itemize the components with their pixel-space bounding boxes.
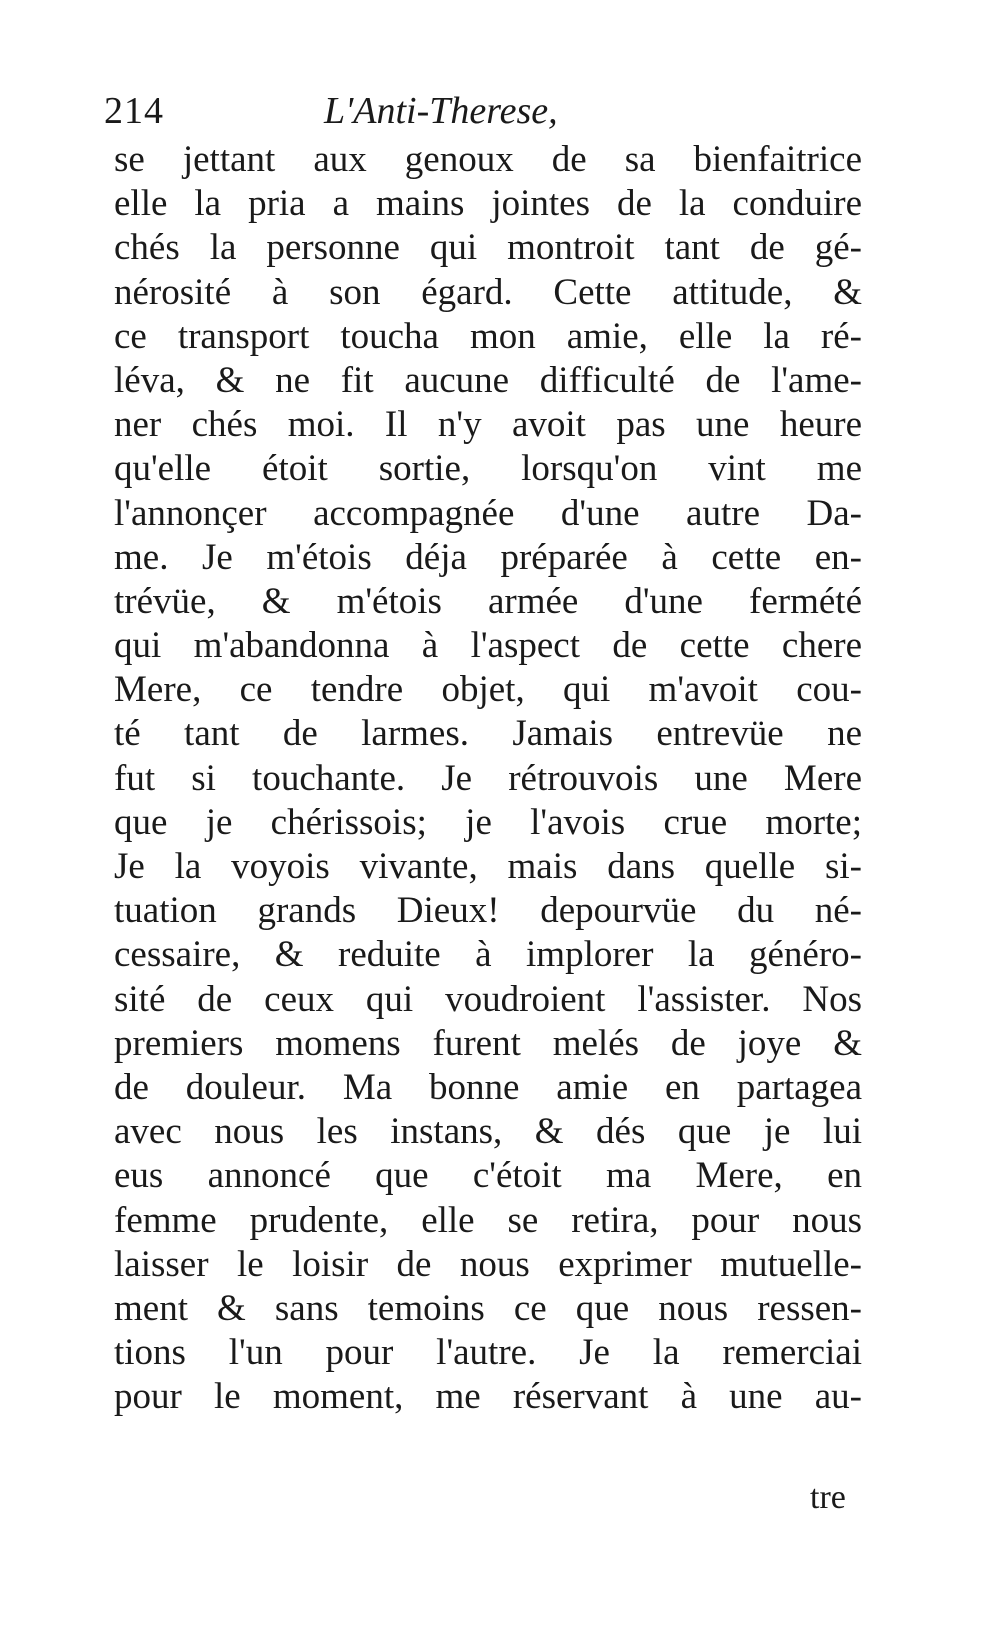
text-line: premiers momens furent melés de joye & xyxy=(114,1022,862,1064)
text-line: avec nous les instans, & dés que je lui xyxy=(114,1111,862,1153)
text-line: Mere, ce tendre objet, qui m'avoit cou- xyxy=(114,669,862,711)
text-line: nérosité à son égard. Cette attitude, & xyxy=(114,271,862,313)
text-line: que je chérissois; je l'avois crue morte; xyxy=(114,801,862,843)
text-line: eus annoncé que c'étoit ma Mere, en xyxy=(114,1155,862,1197)
text-line: tuation grands Dieux! depourvüe du né- xyxy=(114,890,862,932)
page-number: 214 xyxy=(104,90,164,132)
catchword: tre xyxy=(810,1479,846,1516)
text-line: ce transport toucha mon amie, elle la ré- xyxy=(114,315,862,357)
text-line: trévüe, & m'étois armée d'une fermété xyxy=(114,580,862,622)
text-line: femme prudente, elle se retira, pour nous xyxy=(114,1199,862,1241)
running-title: L'Anti-Therese, xyxy=(324,90,558,132)
text-line: té tant de larmes. Jamais entrevüe ne xyxy=(114,713,862,755)
text-line: laisser le loisir de nous exprimer mutuelle- xyxy=(114,1243,862,1285)
text-line: qui m'abandonna à l'aspect de cette chere xyxy=(114,625,862,667)
running-head xyxy=(104,86,864,136)
text-line: de douleur. Ma bonne amie en partagea xyxy=(114,1066,862,1108)
text-line: chés la personne qui montroit tant de gé- xyxy=(114,227,862,269)
text-line: se jettant aux genoux de sa bienfaitrice xyxy=(114,139,862,180)
text-line: elle la pria a mains jointes de la conduire xyxy=(114,183,862,225)
text-line: cessaire, & reduite à implorer la généro- xyxy=(114,934,862,976)
text-line: tions l'un pour l'autre. Je la remerciai xyxy=(114,1332,862,1374)
body-text xyxy=(114,138,862,1419)
text-line: Je la voyois vivante, mais dans quelle si- xyxy=(114,846,862,887)
text-line: ment & sans temoins ce que nous ressen- xyxy=(114,1287,862,1329)
text-line: pour le moment, me réservant à une au- xyxy=(114,1376,862,1418)
text-line: qu'elle étoit sortie, lorsqu'on vint me xyxy=(114,448,862,490)
text-line: l'annonçer accompagnée d'une autre Da- xyxy=(114,492,862,534)
text-line: ner chés moi. Il n'y avoit pas une heure xyxy=(114,404,862,446)
text-line: léva, & ne fit aucune difficulté de l'ame- xyxy=(114,359,862,401)
text-line: fut si touchante. Je rétrouvois une Mere xyxy=(114,757,862,799)
text-line: sité de ceux qui voudroient l'assister. Nos xyxy=(114,978,862,1020)
text-line: me. Je m'étois déja préparée à cette en- xyxy=(114,536,862,578)
